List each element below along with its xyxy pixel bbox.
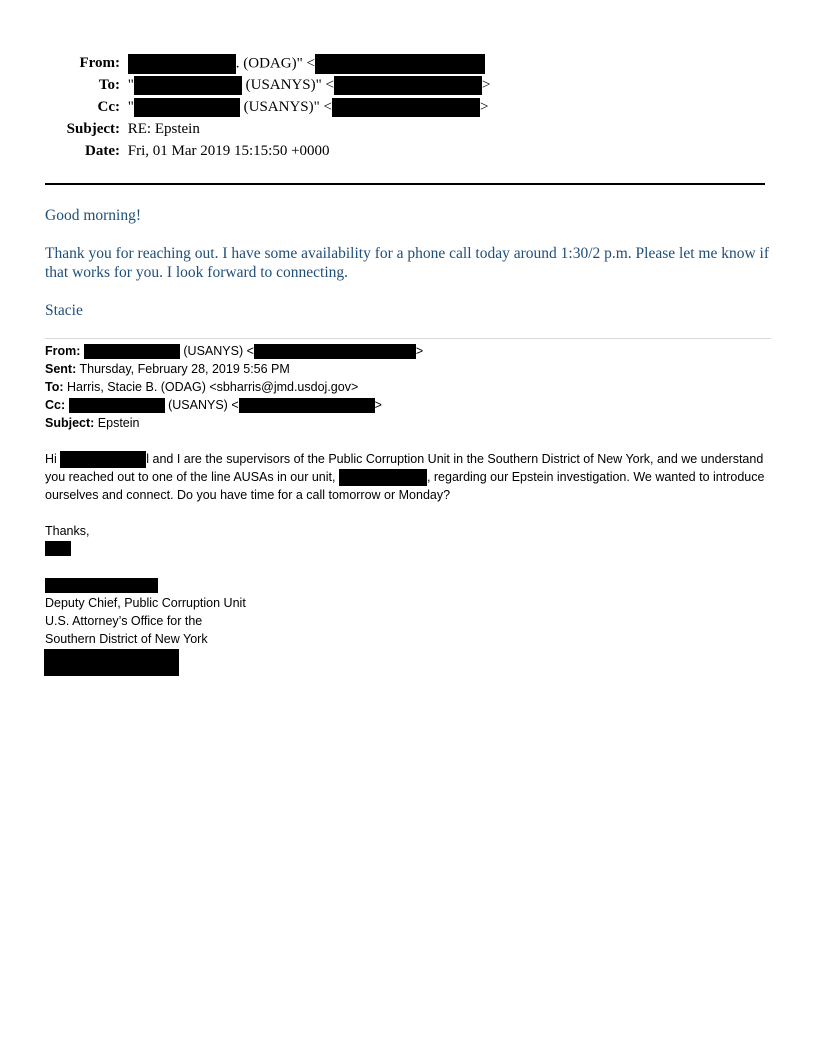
redaction (45, 578, 158, 593)
subject-label: Subject: (66, 121, 120, 137)
orig-from-row (45, 342, 423, 360)
redaction (239, 398, 375, 413)
redaction (60, 451, 146, 468)
cc-label: Cc: (97, 99, 120, 115)
body-part1: l and I are the supervisors of the Public Corruption Unit in the Southern District of New York, and we understand you reached out to one of the line AUSAs in our unit, (45, 452, 764, 485)
header-divider (45, 183, 765, 185)
redaction (315, 54, 485, 74)
orig-from-close: > (415, 344, 424, 358)
redaction (128, 54, 236, 74)
orig-sent-row (45, 360, 290, 378)
redaction (339, 469, 427, 486)
to-label: To: (98, 77, 120, 93)
orig-cc-close: > (374, 398, 382, 412)
to-suffix: (USANYS)" < (241, 77, 334, 93)
cc-prefix: " (127, 99, 134, 115)
header-subject-row (0, 120, 200, 138)
orig-to-value: Harris, Stacie B. (ODAG) <sbharris@jmd.usdoj.gov> (63, 380, 359, 394)
sig-district: Southern District of New York (45, 632, 208, 646)
header-cc-row (0, 98, 488, 117)
cc-close: > (479, 99, 489, 115)
header-to-row (0, 76, 490, 95)
reply-greeting: Good morning! (45, 207, 142, 224)
body-part2: , regarding our Epstein investigation. We wanted to introduce ourselves and connect. Do you have time for a call tomorrow or Monday? (45, 470, 765, 503)
redaction (45, 541, 71, 556)
quote-divider (45, 338, 771, 339)
body-hi: Hi (45, 452, 61, 466)
sig-office: U.S. Attorney’s Office for the (45, 614, 203, 628)
orig-to-label: To: (45, 380, 64, 394)
orig-cc-mid: (USANYS) < (164, 398, 239, 412)
redaction (334, 76, 482, 95)
header-date-row (0, 142, 330, 160)
date-value: Fri, 01 Mar 2019 15:15:50 +0000 (127, 143, 330, 159)
orig-sent-value: Thursday, February 28, 2019 5:56 PM (76, 362, 290, 376)
orig-from-mid: (USANYS) < (179, 344, 254, 358)
cc-suffix: (USANYS)" < (239, 99, 332, 115)
to-close: > (481, 77, 491, 93)
reply-body: Thank you for reaching out. I have some availability for a phone call today around 1:30/2 p.m. Please let me know if that works for you. I look forward to connecting. (45, 245, 769, 281)
redaction (44, 649, 179, 676)
date-label: Date: (85, 143, 120, 159)
header-from-row (0, 54, 485, 74)
reply-signature: Stacie (45, 302, 83, 319)
redaction (332, 98, 480, 117)
orig-to-row (45, 378, 358, 396)
orig-cc-label: Cc: (45, 398, 66, 412)
orig-subject-value: Epstein (94, 416, 140, 430)
orig-from-label: From: (45, 344, 81, 358)
orig-body (45, 450, 775, 504)
redaction (134, 98, 240, 117)
redaction (134, 76, 242, 95)
orig-thanks: Thanks, (45, 524, 90, 538)
sig-title: Deputy Chief, Public Corruption Unit (45, 596, 246, 610)
redaction (254, 344, 416, 359)
orig-sent-label: Sent: (45, 362, 77, 376)
subject-value: RE: Epstein (127, 121, 200, 137)
from-label: From: (79, 55, 120, 72)
redaction (69, 398, 165, 413)
orig-cc-row (45, 396, 382, 414)
redaction (84, 344, 180, 359)
orig-subject-label: Subject: (45, 416, 95, 430)
to-prefix: " (127, 77, 134, 93)
from-suffix: . (ODAG)" < (235, 55, 315, 72)
orig-subject-row (45, 414, 139, 432)
